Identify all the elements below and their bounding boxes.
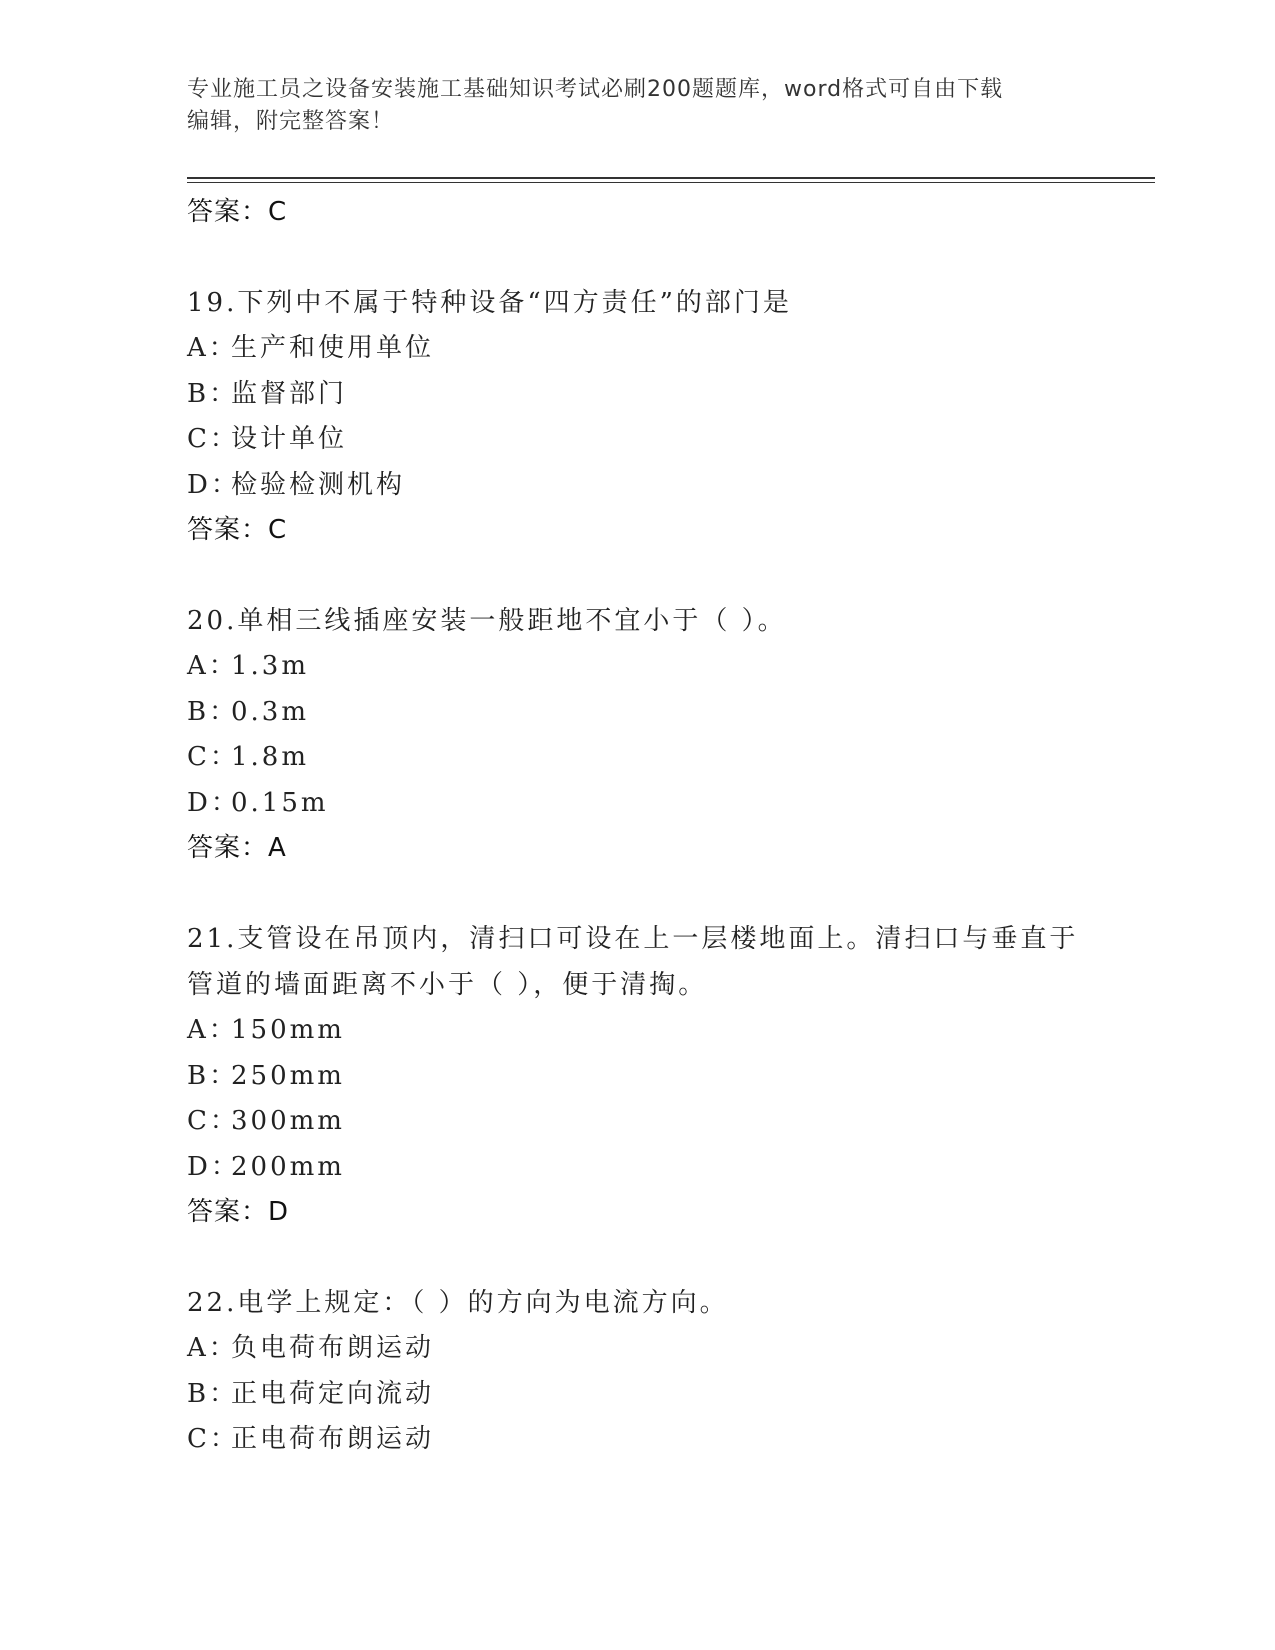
- document-header: [187, 74, 1087, 138]
- option-a: [187, 1008, 1107, 1054]
- question-stem: 19.下列中不属于特种设备“四方责任”的部门是: [187, 288, 792, 318]
- header-rule-thin: [187, 182, 1155, 183]
- option-key: B：: [187, 378, 239, 409]
- spacer: [187, 1234, 1107, 1280]
- answer-line: 答案：D: [187, 1197, 290, 1227]
- option-key: C：: [187, 742, 239, 772]
- option-b: [187, 1054, 1107, 1100]
- option-d: [187, 463, 1107, 509]
- option-a: [187, 644, 1107, 690]
- question-list: [187, 190, 1107, 1463]
- header-rule-thick: [187, 177, 1155, 179]
- option-a: [187, 326, 1107, 372]
- option-b: [187, 1372, 1107, 1418]
- option-text: 250mm: [231, 1060, 345, 1091]
- option-text: 150mm: [231, 1015, 345, 1045]
- option-key: A：: [187, 1015, 238, 1045]
- option-key: C：: [187, 1424, 239, 1454]
- option-text: 监督部门: [231, 378, 348, 409]
- option-d: [187, 781, 1107, 827]
- option-text: 0.15m: [231, 787, 329, 818]
- option-key: D：: [187, 469, 240, 500]
- option-c: [187, 1099, 1107, 1145]
- option-key: A：: [187, 333, 238, 363]
- question-stem: 22.电学上规定：（ ）的方向为电流方向。: [187, 1288, 729, 1318]
- option-text: 1.3m: [231, 651, 310, 681]
- option-key: B：: [187, 1060, 239, 1091]
- answer-line: 答案：C: [187, 515, 288, 545]
- option-text: 设计单位: [231, 424, 348, 454]
- option-key: A：: [187, 1333, 238, 1363]
- option-text: 正电荷布朗运动: [231, 1424, 435, 1454]
- option-text: 负电荷布朗运动: [231, 1333, 435, 1363]
- spacer: [187, 870, 1107, 916]
- option-text: 300mm: [231, 1106, 345, 1136]
- option-key: A：: [187, 651, 238, 681]
- option-text: 检验检测机构: [231, 469, 406, 500]
- option-text: 生产和使用单位: [231, 333, 435, 363]
- answer-line: 答案：A: [187, 833, 287, 863]
- spacer: [187, 234, 1107, 280]
- option-key: B：: [187, 696, 239, 727]
- option-text: 1.8m: [231, 742, 310, 772]
- header-line-1: 专业施工员之设备安装施工基础知识考试必刷200题题库，word格式可自由下载: [187, 77, 1004, 102]
- option-c: [187, 417, 1107, 463]
- option-key: C：: [187, 1106, 239, 1136]
- option-key: B：: [187, 1378, 239, 1409]
- option-text: 0.3m: [231, 696, 310, 727]
- option-text: 200mm: [231, 1151, 345, 1182]
- spacer: [187, 552, 1107, 598]
- option-a: [187, 1326, 1107, 1372]
- option-key: C：: [187, 424, 239, 454]
- question-22: [187, 1280, 1107, 1463]
- previous-answer: 答案：C: [187, 197, 288, 227]
- option-c: [187, 735, 1107, 781]
- option-d: [187, 1145, 1107, 1191]
- header-line-2: 编辑，附完整答案！: [187, 109, 395, 134]
- question-stem: 21.支管设在吊顶内，清扫口可设在上一层楼地面上。清扫口与垂直于管道的墙面距离不小于（ ），便于清掏。: [187, 924, 1079, 1000]
- question-19: [187, 280, 1107, 552]
- question-21: [187, 916, 1107, 1234]
- option-key: D：: [187, 1151, 240, 1182]
- option-text: 正电荷定向流动: [231, 1378, 435, 1409]
- question-20: [187, 598, 1107, 870]
- question-stem: 20.单相三线插座安装一般距地不宜小于（ ）。: [187, 606, 787, 636]
- option-b: [187, 372, 1107, 418]
- option-b: [187, 690, 1107, 736]
- option-key: D：: [187, 787, 240, 818]
- option-c: [187, 1417, 1107, 1463]
